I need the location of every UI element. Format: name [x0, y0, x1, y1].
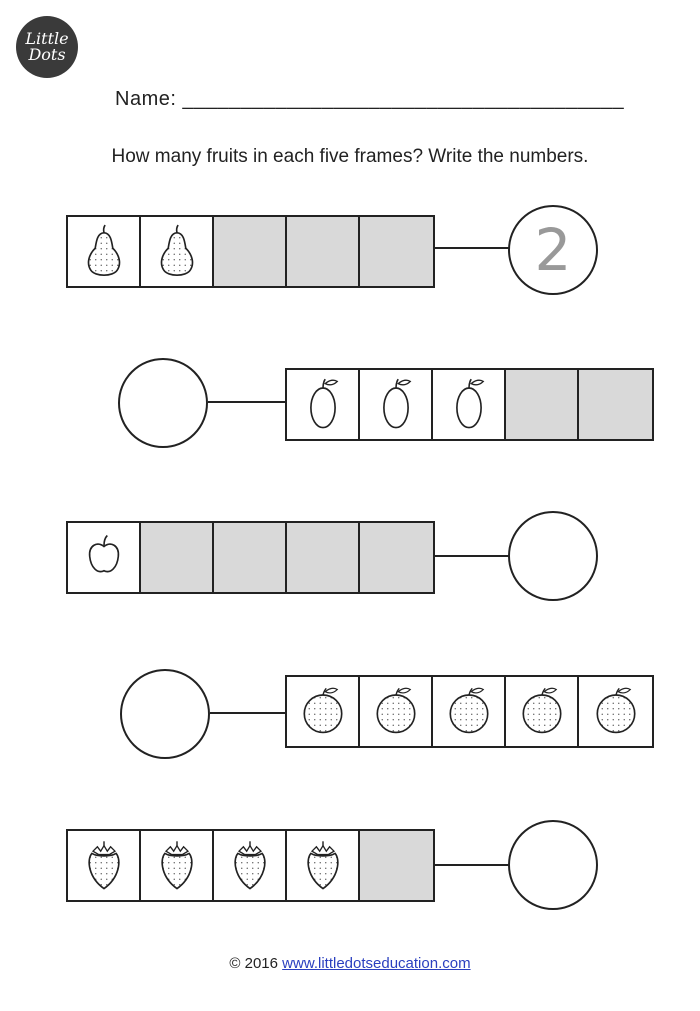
orange-icon: [374, 684, 418, 739]
frame-cell-filled: [360, 370, 433, 439]
orange-icon: [594, 684, 638, 739]
frame-cell-empty: [214, 217, 287, 286]
strawberry-icon: [155, 838, 199, 893]
frame-cell-filled: [214, 831, 287, 900]
connector-line-4: [210, 712, 286, 714]
little-dots-logo: [16, 16, 78, 78]
logo-line2: Dots: [28, 45, 66, 64]
frame-cell-filled: [141, 831, 214, 900]
strawberry-icon: [228, 838, 272, 893]
strawberry-icon: [82, 838, 126, 893]
five-frame-2: [285, 368, 654, 441]
frame-cell-empty: [141, 523, 214, 592]
frame-cell-filled: [433, 370, 506, 439]
footer: [0, 955, 700, 972]
frame-cell-filled: [287, 677, 360, 746]
logo-line1: Little: [25, 29, 69, 48]
frame-cell-filled: [68, 831, 141, 900]
frame-cell-filled: [506, 677, 579, 746]
frame-cell-empty: [360, 217, 433, 286]
plum-icon: [447, 377, 491, 432]
frame-cell-filled: [287, 370, 360, 439]
frame-cell-filled: [287, 831, 360, 900]
plum-icon: [301, 377, 345, 432]
five-frame-3: [66, 521, 435, 594]
connector-line-1: [435, 247, 510, 249]
apple-icon: [82, 530, 126, 585]
answer-circle-3[interactable]: [508, 511, 598, 601]
pear-icon: [82, 224, 126, 279]
orange-icon: [447, 684, 491, 739]
connector-line-5: [435, 864, 510, 866]
five-frame-4: [285, 675, 654, 748]
frame-cell-filled: [579, 677, 652, 746]
frame-cell-empty: [579, 370, 652, 439]
frame-cell-empty: [287, 523, 360, 592]
five-frame-5: [66, 829, 435, 902]
frame-cell-filled: [141, 217, 214, 286]
frame-cell-empty: [214, 523, 287, 592]
answer-circle-1[interactable]: [508, 205, 598, 295]
frame-cell-empty: [506, 370, 579, 439]
frame-cell-filled: [360, 677, 433, 746]
connector-line-3: [435, 555, 510, 557]
orange-icon: [520, 684, 564, 739]
answer-circle-2[interactable]: [118, 358, 208, 448]
answer-text-1: 2: [534, 216, 572, 284]
frame-cell-empty: [360, 831, 433, 900]
plum-icon: [374, 377, 418, 432]
frame-cell-empty: [287, 217, 360, 286]
frame-cell-filled: [433, 677, 506, 746]
answer-circle-5[interactable]: [508, 820, 598, 910]
strawberry-icon: [301, 838, 345, 893]
frame-cell-filled: [68, 217, 141, 286]
copyright-text: © 2016: [229, 955, 278, 972]
website-link[interactable]: www.littledotseducation.com: [282, 955, 471, 972]
instruction-text: How many fruits in each five frames? Write the numbers.: [111, 146, 589, 167]
frame-cell-filled: [68, 523, 141, 592]
name-field[interactable]: Name: ______________________________________: [115, 88, 625, 110]
connector-line-2: [208, 401, 286, 403]
orange-icon: [301, 684, 345, 739]
five-frame-1: [66, 215, 435, 288]
answer-circle-4[interactable]: [120, 669, 210, 759]
frame-cell-empty: [360, 523, 433, 592]
pear-icon: [155, 224, 199, 279]
